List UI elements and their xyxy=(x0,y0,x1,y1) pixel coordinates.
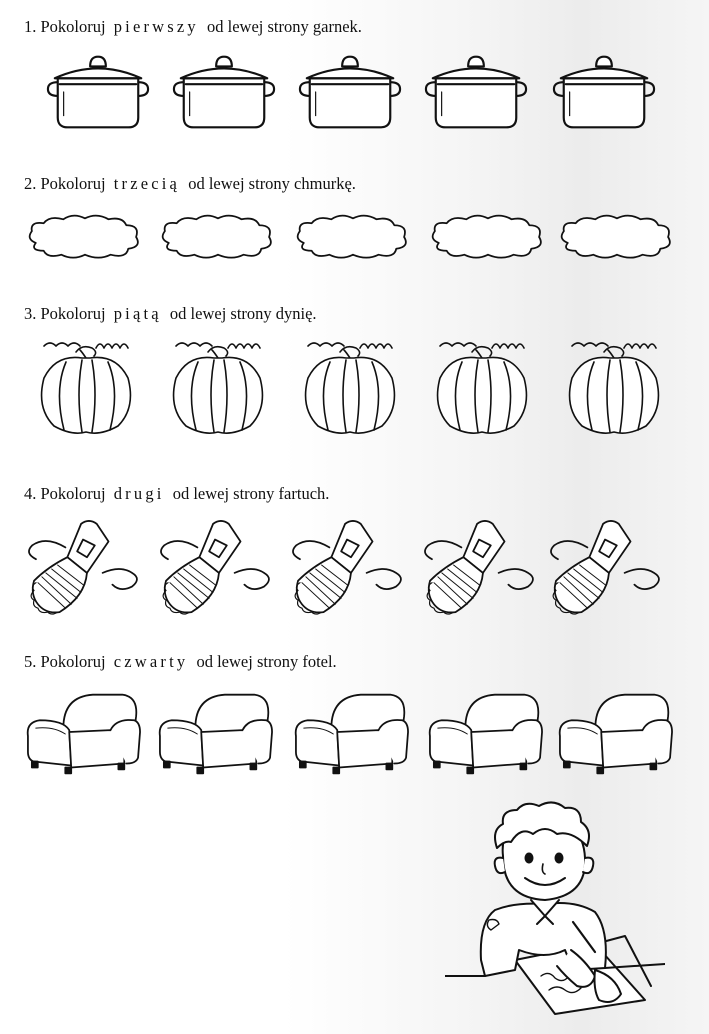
armchair-icon[interactable] xyxy=(556,690,674,780)
instruction-1 xyxy=(24,17,362,37)
task-ordinal: piątą xyxy=(113,304,162,323)
cloud-icon[interactable] xyxy=(157,212,275,262)
task-verb: Pokoloruj xyxy=(40,652,106,671)
task-ordinal: drugi xyxy=(113,484,165,503)
boy-writing-icon xyxy=(445,800,665,1027)
pot-icon[interactable] xyxy=(422,52,530,132)
task-ordinal: trzecią xyxy=(113,174,181,193)
cloud-icon[interactable] xyxy=(24,212,142,262)
instruction-3 xyxy=(24,304,317,324)
armchair-icon[interactable] xyxy=(426,690,544,780)
pot-icon[interactable] xyxy=(550,52,658,132)
cloud-icon[interactable] xyxy=(427,212,545,262)
task-rest: od lewej strony dynię. xyxy=(169,304,317,323)
apron-icon[interactable] xyxy=(158,518,276,616)
pot-icon[interactable] xyxy=(44,52,152,132)
cloud-icon[interactable] xyxy=(292,212,410,262)
task-number: 5. xyxy=(24,652,37,671)
task-rest: od lewej strony garnek. xyxy=(207,17,362,36)
armchair-icon[interactable] xyxy=(24,690,142,780)
task-rest: od lewej strony chmurkę. xyxy=(188,174,356,193)
pot-icon[interactable] xyxy=(170,52,278,132)
task-rest: od lewej strony fotel. xyxy=(196,652,337,671)
instruction-5 xyxy=(24,652,337,672)
pumpkin-icon[interactable] xyxy=(168,338,268,438)
armchair-icon[interactable] xyxy=(292,690,410,780)
apron-icon[interactable] xyxy=(26,518,144,616)
task-verb: Pokoloruj xyxy=(40,17,106,36)
task-number: 1. xyxy=(24,17,37,36)
task-verb: Pokoloruj xyxy=(40,304,106,323)
task-number: 3. xyxy=(24,304,37,323)
apron-icon[interactable] xyxy=(548,518,666,616)
instruction-4 xyxy=(24,484,329,504)
task-ordinal: czwarty xyxy=(113,652,189,671)
pot-icon[interactable] xyxy=(296,52,404,132)
pumpkin-icon[interactable] xyxy=(36,338,136,438)
pumpkin-icon[interactable] xyxy=(300,338,400,438)
apron-icon[interactable] xyxy=(290,518,408,616)
cloud-icon[interactable] xyxy=(556,212,674,262)
task-ordinal: pierwszy xyxy=(113,17,199,36)
task-verb: Pokoloruj xyxy=(40,484,106,503)
task-rest: od lewej strony fartuch. xyxy=(172,484,330,503)
pumpkin-icon[interactable] xyxy=(564,338,664,438)
apron-icon[interactable] xyxy=(422,518,540,616)
armchair-icon[interactable] xyxy=(156,690,274,780)
task-verb: Pokoloruj xyxy=(40,174,106,193)
task-number: 2. xyxy=(24,174,37,193)
instruction-2 xyxy=(24,174,356,194)
task-number: 4. xyxy=(24,484,37,503)
pumpkin-icon[interactable] xyxy=(432,338,532,438)
